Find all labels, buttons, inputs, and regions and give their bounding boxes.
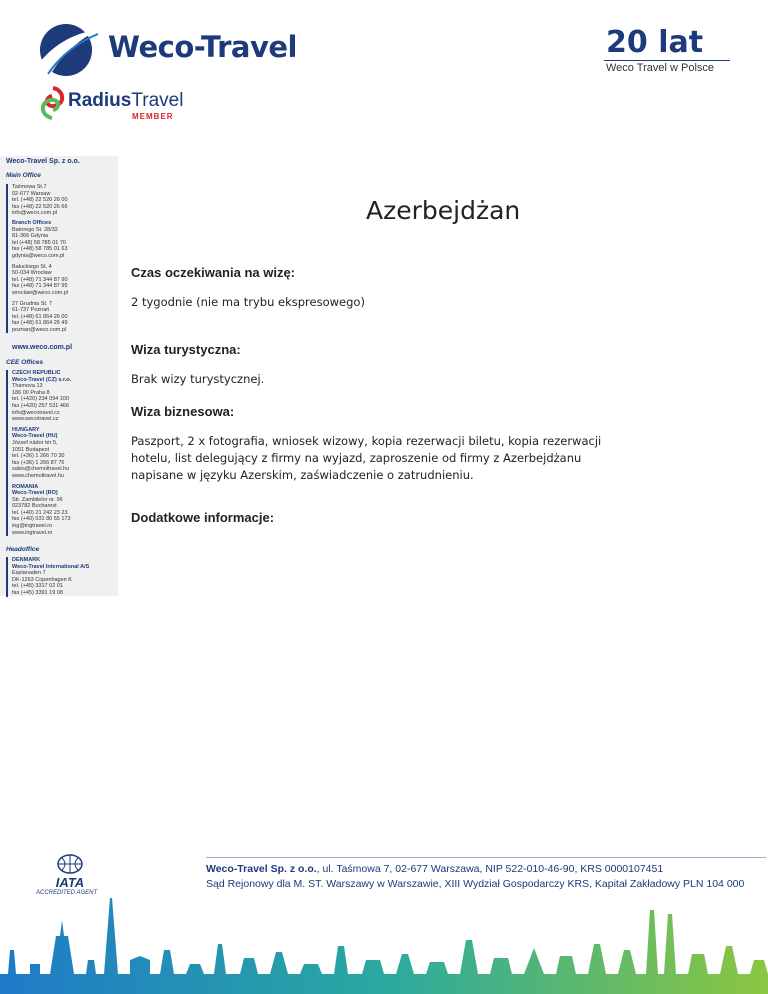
address-line: ing@ingtravel.ro [12, 523, 53, 530]
address-line: Weco-Travel International A/S [12, 563, 90, 570]
brand-name: Weco-Travel [108, 30, 297, 64]
address-line: www.wecotravel.cz [12, 416, 59, 423]
main-office-heading: Main Office [6, 172, 41, 179]
footer-company-info [206, 862, 744, 892]
business-visa-text [131, 433, 601, 484]
globe-swoosh-icon [38, 22, 100, 78]
radius-swirl-icon [38, 86, 68, 120]
footer-company-name: Weco-Travel Sp. z o.o. [206, 863, 317, 875]
address-line: www.ingtravel.ro [12, 529, 53, 536]
address-line: Weco-Travel (CZ) s.r.o. [12, 376, 72, 383]
footer-line-1 [206, 862, 744, 877]
address-line: tel. (+36) 1 266 70 30 [12, 453, 65, 460]
address-line: HUNGARY [12, 426, 40, 433]
footer-address: , ul. Taśmowa 7, 02-677 Warszawa, NIP 522-010-46-90, KRS 0000107451 [316, 863, 664, 875]
address-line: 02-677 Warsaw [12, 190, 51, 197]
address-line: 27 Grudnia St. 7 [12, 300, 53, 307]
radius-name-bold: Radius [68, 90, 132, 111]
footer-divider [206, 857, 766, 858]
address-line: fax (+420) 257 531 466 [12, 402, 70, 409]
address-line: József nádor tér 5, [12, 439, 58, 446]
address-line: DENMARK [12, 557, 41, 563]
anniversary-years: 20 lat [606, 25, 704, 60]
address-line: fax (+48) 71 344 87 95 [12, 283, 68, 290]
iata-globe-icon [40, 854, 100, 890]
main-office-address [6, 184, 120, 333]
footer-line-2: Sąd Rejonowy dla M. ST. Warszawy w Warszawie, XIII Wydział Gospodarczy KRS, Kapitał Zakładowy PLN 104 000 [206, 878, 745, 890]
page-title: Azerbejdżan [366, 196, 521, 225]
cee-offices-heading: CEE Offices [6, 359, 44, 366]
additional-info-heading: Dodatkowe informacje: [131, 510, 275, 525]
address-line: tel. (+48) 61 864 26 00 [12, 313, 68, 320]
iata-agent-label: ACCREDITED AGENT [36, 890, 98, 896]
tourist-visa-heading: Wiza turystyczna: [131, 342, 241, 357]
radius-travel-name [68, 90, 183, 112]
address-line: info@weco.com.pl [12, 210, 58, 217]
address-line: tel. (+48) 22 520 26 00 [12, 197, 68, 204]
address-line: fax (+48) 61 864 26 49 [12, 320, 68, 327]
address-line: Bałuckiego St. 4 [12, 263, 52, 270]
address-line: fax (+48) 58 785 01 63 [12, 246, 68, 253]
address-line: tel. (+420) 234 094 100 [12, 396, 70, 403]
address-line: DK-1263 Copenhagen K [12, 576, 72, 583]
cee-offices-addresses [6, 370, 120, 536]
business-visa-heading: Wiza biznesowa: [131, 404, 235, 419]
radius-name-light: Travel [131, 90, 184, 111]
address-line: 61-737 Poznań [12, 307, 50, 314]
tourist-visa-text: Brak wizy turystycznej. [131, 372, 265, 386]
anniversary-badge [604, 25, 730, 74]
address-line: fax (+45) 3391 19 08 [12, 589, 63, 596]
headoffice-address [6, 557, 120, 597]
business-visa-line: napisane w języku Azerskim, zaświadczenie o zatrudnieniu. [131, 468, 474, 482]
address-line: 81-366 Gdynia [12, 233, 49, 240]
world-landmarks-skyline [0, 890, 768, 994]
address-line: tel. (+45) 3317 02 01 [12, 583, 63, 590]
address-line: Weco-Travel (RO) [12, 490, 58, 497]
address-line: Thamova 13 [12, 383, 43, 390]
address-line: Branch Offices [12, 219, 52, 226]
iata-label: IATA [55, 875, 85, 890]
headoffice-heading: Headoffice [6, 546, 40, 553]
sidebar-company: Weco-Travel Sp. z o.o. [6, 158, 80, 165]
address-line: Taśmowa St.7 [12, 184, 47, 190]
website-link[interactable]: www.weco.com.pl [12, 344, 73, 351]
wait-time-heading: Czas oczekiwania na wizę: [131, 265, 296, 280]
address-line: wroclaw@weco.com.pl [12, 289, 69, 296]
address-line: Weco-Travel (HU) [12, 433, 58, 440]
address-line: tel. (+40) 21 242 23 23 [12, 509, 68, 516]
address-line: tel (+48) 58 785 01 70 [12, 239, 66, 246]
office-sidebar [0, 156, 118, 596]
address-line: 50-034 Wrocław [12, 270, 52, 277]
address-line: fax (+36) 1 266 87 76 [12, 459, 65, 466]
address-line: sales@chemoltravel.hu [12, 466, 70, 473]
business-visa-line: hotelu, list delegujący z firmy na wyjazd, zaproszenie od firmy z Azerbejdżanu [131, 451, 582, 465]
address-line: www.chemoltravel.hu [12, 472, 64, 479]
radius-travel-logo [38, 86, 218, 126]
address-line: tel. (+48) 71 344 87 90 [12, 276, 68, 283]
weco-travel-logo [38, 22, 368, 78]
address-line: CZECH REPUBLIC [12, 370, 61, 376]
address-line: 186 00 Praha 8 [12, 389, 50, 396]
address-line: 1051 Budapest [12, 446, 50, 453]
anniversary-caption: Weco Travel w Polsce [606, 62, 715, 74]
address-line: gdynia@weco.com.pl [12, 252, 65, 259]
address-line: 023782 Bucharest [12, 503, 57, 510]
address-line: fax (+40) 031 80 55 173 [12, 516, 71, 523]
address-line: Esplanaden 7 [12, 570, 46, 577]
address-line: Batorego St. 28/32 [12, 226, 58, 233]
address-line: ROMANIA [12, 483, 39, 490]
address-line: fax (+48) 22 520 26 66 [12, 203, 68, 210]
wait-time-text: 2 tygodnie (nie ma trybu ekspresowego) [131, 295, 365, 309]
address-line: Str. Zambilelor nr. 96 [12, 496, 63, 503]
member-label: MEMBER [132, 112, 174, 121]
business-visa-line: Paszport, 2 x fotografia, wniosek wizowy, kopia rezerwacji biletu, kopia rezerwacji [131, 434, 602, 448]
address-line: info@wecotravel.cz [12, 409, 60, 416]
address-line: poznan@weco.com.pl [12, 326, 67, 333]
